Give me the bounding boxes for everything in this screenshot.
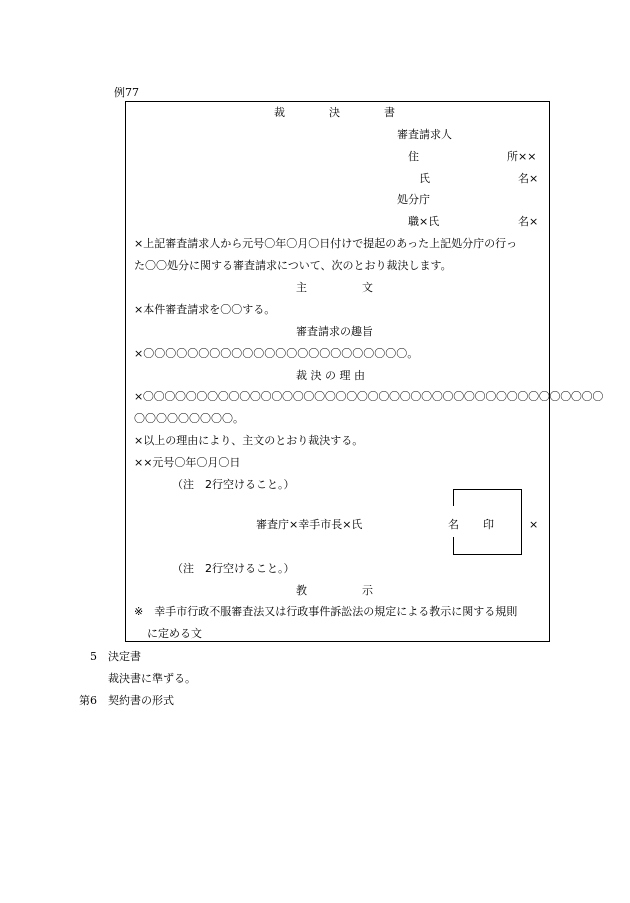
reason-line-1: ×〇〇〇〇〇〇〇〇〇〇〇〇〇〇〇〇〇〇〇〇〇〇〇〇〇〇〇〇〇〇〇〇〇〇〇〇〇〇〇〇〇〇〇: [134, 390, 604, 403]
main-text-heading: 主 文: [296, 281, 373, 294]
signer-authority: 審査庁×幸手市長×氏: [256, 518, 363, 531]
applicant-name-value: 名×: [518, 172, 539, 185]
intro-line-2: た〇〇処分に関する審査請求について、次のとおり裁決します。: [134, 259, 452, 272]
applicant-address-value: 所××: [507, 150, 537, 163]
seal-box-left-edge-top: [453, 489, 454, 506]
seal-box-left-edge-bottom: [453, 537, 454, 555]
instruction-line-1: ※ 幸手市行政不服審査法又は行政事件訴訟法の規定による教示に関する規則: [134, 605, 518, 618]
blank-line-note-2: （注 2行空けること。）: [172, 562, 295, 575]
applicant-address-label: 住: [408, 150, 419, 163]
reason-heading: 裁 決 の 理 由: [296, 369, 365, 382]
reason-line-2: 〇〇〇〇〇〇〇〇〇。: [134, 412, 244, 425]
example-label: 例77: [114, 86, 139, 99]
purpose-text: ×〇〇〇〇〇〇〇〇〇〇〇〇〇〇〇〇〇〇〇〇〇〇〇〇。: [134, 347, 419, 360]
document-title: 裁 決 書: [274, 106, 395, 119]
section-5-title: 決定書: [108, 650, 141, 663]
section-6-heading: 第6 契約書の形式: [79, 694, 174, 707]
section-5-number: 5: [90, 650, 97, 663]
signer-trailing-mark: ×: [529, 518, 539, 531]
agency-name-value: 名×: [518, 215, 539, 228]
conclusion-text: ×以上の理由により、主文のとおり裁決する。: [134, 434, 364, 447]
agency-label: 処分庁: [397, 193, 430, 206]
intro-line-1: ×上記審査請求人から元号〇年〇月〇日付けで提起のあった上記処分庁の行っ: [134, 237, 518, 250]
section-5-body: 裁決書に準ずる。: [108, 672, 196, 685]
signer-name-label: 名: [448, 518, 459, 531]
agency-title-label: 職×氏: [408, 215, 440, 228]
seal-label: 印: [483, 518, 494, 531]
main-text: ×本件審査請求を〇〇する。: [134, 303, 276, 316]
purpose-heading: 審査請求の趣旨: [296, 325, 373, 338]
applicant-label: 審査請求人: [397, 128, 452, 141]
instruction-line-2: に定める文: [147, 627, 202, 640]
ruling-date: ××元号〇年〇月〇日: [134, 456, 241, 469]
applicant-name-label: 氏: [419, 172, 430, 185]
instruction-heading: 教 示: [296, 584, 373, 597]
blank-line-note-1: （注 2行空けること。）: [172, 478, 295, 491]
